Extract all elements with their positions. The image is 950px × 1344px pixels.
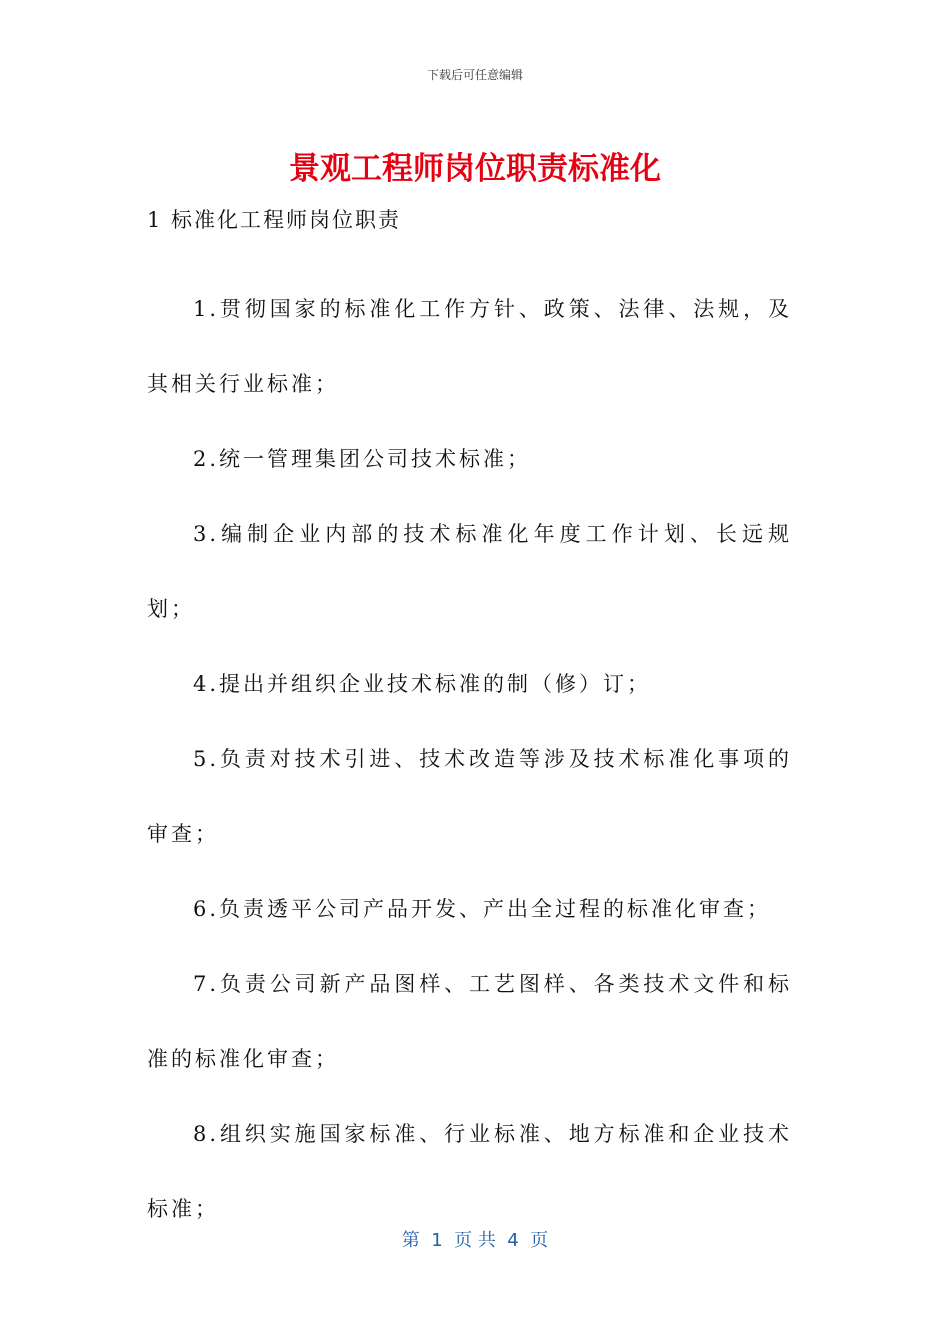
- paragraph-7: 7.负责公司新产品图样、工艺图样、各类技术文件和标准的标准化审查；: [147, 972, 792, 1071]
- page-number-footer: 第 1 页 共 4 页: [401, 1230, 549, 1251]
- paragraph-5: 5.负责对技术引进、技术改造等涉及技术标准化事项的审查；: [147, 747, 792, 846]
- paragraph-8: 8.组织实施国家标准、行业标准、地方标准和企业技术标准；: [147, 1122, 792, 1221]
- document-title: 景观工程师岗位职责标准化: [289, 151, 661, 187]
- paragraph-2: 2.统一管理集团公司技术标准；: [193, 447, 532, 471]
- paragraph-6: 6.负责透平公司产品开发、产出全过程的标准化审查；: [193, 897, 772, 921]
- paragraph-3: 3.编制企业内部的技术标准化年度工作计划、长远规划；: [147, 522, 792, 621]
- section-heading: 1 标准化工程师岗位职责: [147, 208, 402, 232]
- paragraph-1: 1.贯彻国家的标准化工作方针、政策、法律、法规，及其相关行业标准；: [147, 297, 792, 396]
- header-note: 下载后可任意编辑: [426, 68, 523, 82]
- document-body: [147, 272, 792, 1247]
- paragraph-4: 4.提出并组织企业技术标准的制（修）订；: [193, 672, 652, 696]
